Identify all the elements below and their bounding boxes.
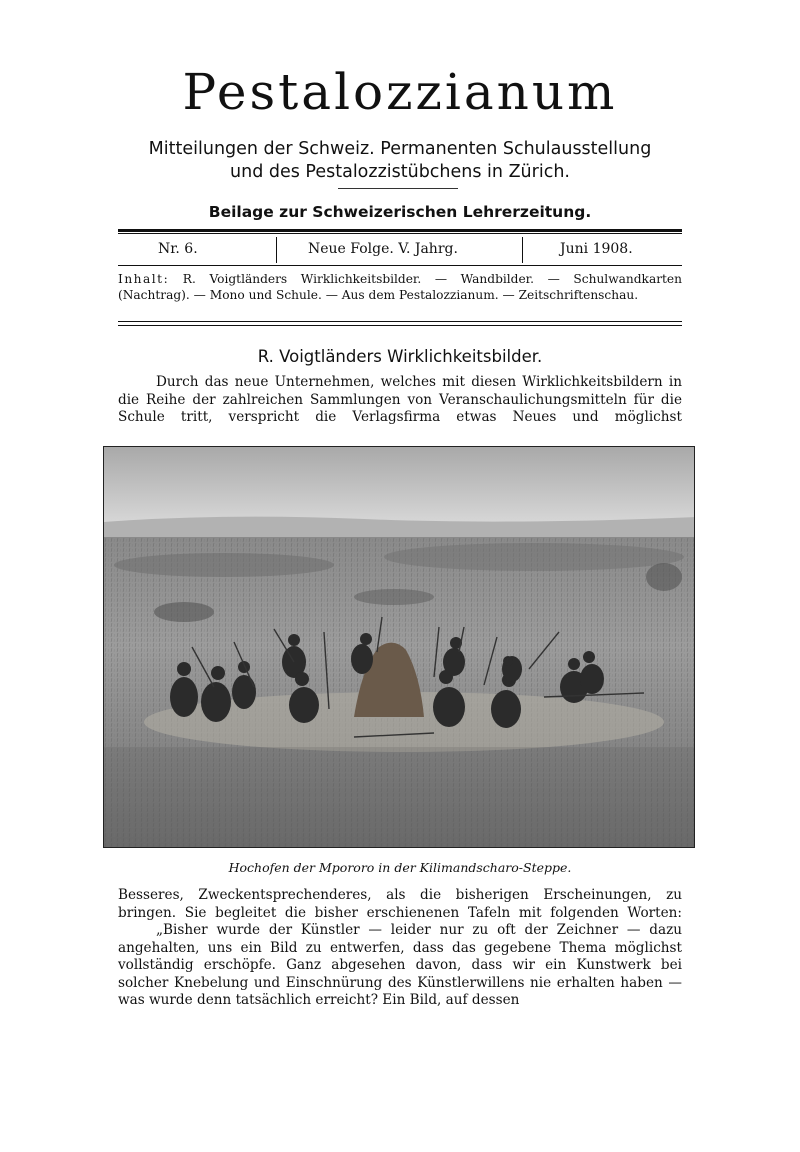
divider (276, 237, 277, 263)
contents-label: Inhalt: (118, 272, 170, 286)
masthead-subtitle-line2: und des Pestalozzistübchens in Zürich. (230, 162, 570, 182)
article-paragraph: Durch das neue Unternehmen, welches mit diesen Wirklichkeitsbildern in die Reihe der zahlreichen Sammlungen von Veranschaulichungsmitteln für die Schule tritt, verspricht die Verlagsfirma etwas Neues und möglichst (118, 374, 682, 426)
divider (118, 229, 682, 232)
divider (118, 265, 682, 266)
table-of-contents (118, 272, 682, 303)
issue-number: Nr. 6. (158, 241, 198, 257)
article-paragraph: „Bisher wurde der Künstler — leider nur zu oft der Zeichner — dazu angehalten, uns ein Bild zu entwerfen, dass das gegebene Thema möglichst vollständig erschöpfe. Ganz abgesehen davon, dass wir ein Kunstwerk bei solcher Knebelung und Einschnürung des Künstlerwillens nie erhalten haben — was wurde denn tatsächlich erreicht? Ein Bild, auf dessen (118, 922, 682, 1009)
masthead-title: Pestalozzianum (182, 63, 618, 121)
article-photograph (103, 446, 695, 848)
issue-series: Neue Folge. V. Jahrg. (308, 241, 458, 257)
masthead-subtitle-line1: Mitteilungen der Schweiz. Permanenten Schulausstellung (148, 139, 652, 159)
article-paragraph: Besseres, Zweckentsprechenderes, als die bisherigen Erscheinungen, zu bringen. Sie begleitet die bisher erschienenen Tafeln mit folgenden Worten: (118, 887, 682, 921)
divider (522, 237, 523, 263)
supplement-line: Beilage zur Schweizerischen Lehrerzeitung. (208, 203, 592, 221)
divider (118, 321, 682, 322)
divider (118, 325, 682, 326)
divider (338, 188, 458, 189)
article-title: R. Voigtländers Wirklichkeitsbilder. (257, 347, 543, 366)
figure-caption: Hochofen der Mpororo in der Kilimandscharo-Steppe. (228, 860, 572, 875)
issue-info-row (118, 234, 682, 264)
issue-date: Juni 1908. (560, 241, 633, 257)
steppe-photo-image (104, 447, 695, 848)
contents-text: R. Voigtländers Wirklichkeitsbilder. — Wandbilder. — Schulwandkarten (Nachtrag). — Mono und Schule. — Aus dem Pestalozzianum. — Zeitschriftenschau. (118, 272, 682, 302)
